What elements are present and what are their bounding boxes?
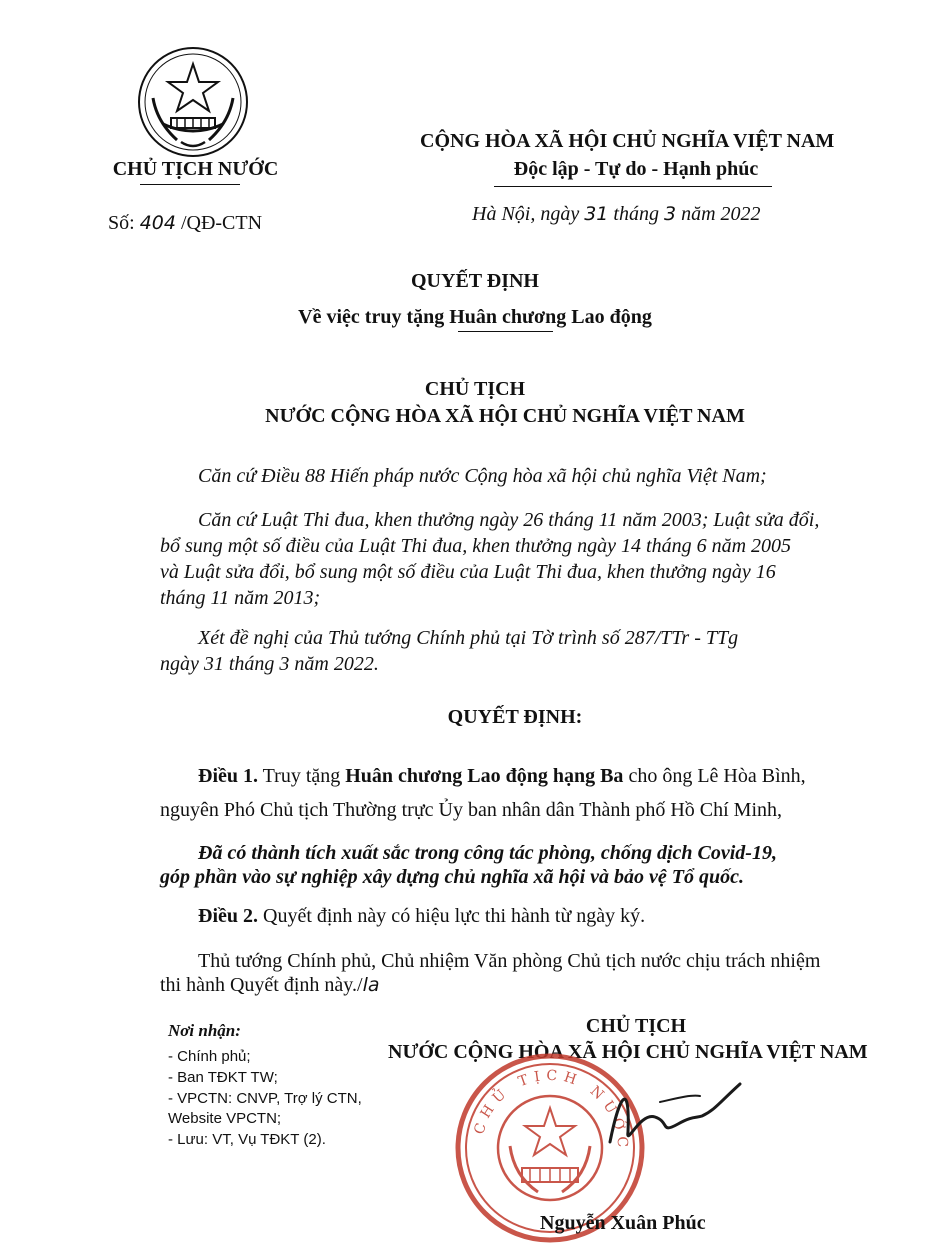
recipients-title: Nơi nhận: xyxy=(168,1021,241,1040)
national-emblem xyxy=(133,42,253,162)
place-prefix: Hà Nội, ngày xyxy=(472,203,580,225)
document-subject: Về việc truy tặng Huân chương Lao động xyxy=(298,306,652,328)
handwritten-signature xyxy=(600,1072,750,1152)
signer-title-line2: NƯỚC CỘNG HÒA XÃ HỘI CHỦ NGHĨA VIỆT NAM xyxy=(388,1041,868,1063)
signer-title-line1: CHỦ TỊCH xyxy=(585,1015,687,1037)
recipient-item: - Chính phủ; xyxy=(168,1048,251,1065)
basis-line: bổ sung một số điều của Luật Thi đua, khen thưởng ngày 14 tháng 6 năm 2005 xyxy=(160,535,792,557)
decision-heading: QUYẾT ĐỊNH: xyxy=(447,706,583,728)
month-handwritten: 3 xyxy=(663,203,677,225)
recipient-item: - VPCTN: CNVP, Trợ lý CTN, xyxy=(168,1090,362,1107)
basis-line: tháng 11 năm 2013; xyxy=(160,587,321,609)
article-1-label: Điều 1. xyxy=(198,765,258,787)
issuer-underline xyxy=(140,184,240,185)
issuer-name: CHỦ TỊCH NƯỚC xyxy=(112,158,279,180)
basis-line: Xét đề nghị của Thủ tướng Chính phủ tại Tờ trình số 287/TTr - TTg xyxy=(198,627,739,649)
merit-line: góp phần vào sự nghiệp xây dựng chủ nghĩa xã hội và bảo vệ Tổ quốc. xyxy=(160,866,745,888)
article-1-text: Truy tặng xyxy=(262,765,341,787)
document-number xyxy=(108,212,262,235)
initial-mark: la xyxy=(362,974,380,996)
document-type: QUYẾT ĐỊNH xyxy=(411,270,539,292)
day-handwritten: 31 xyxy=(584,203,609,225)
recipient-item: Website VPCTN; xyxy=(168,1110,282,1127)
article-1 xyxy=(198,765,806,788)
place-and-date xyxy=(472,203,761,226)
authority-title-line1: CHỦ TỊCH xyxy=(424,378,526,400)
basis-line: và Luật sửa đổi, bổ sung một số điều của Luật Thi đua, khen thưởng ngày 16 xyxy=(160,561,776,583)
merit-line: Đã có thành tích xuất sắc trong công tác phòng, chống dịch Covid-19, xyxy=(198,842,777,864)
basis-line: Căn cứ Điều 88 Hiến pháp nước Cộng hòa xã hội chủ nghĩa Việt Nam; xyxy=(198,465,767,487)
article-1-recipient: cho ông Lê Hòa Bình, xyxy=(628,765,806,787)
recipient-item: - Ban TĐKT TW; xyxy=(168,1069,278,1086)
recipient-item: - Lưu: VT, Vụ TĐKT (2). xyxy=(168,1131,326,1148)
signer-name: Nguyễn Xuân Phúc xyxy=(540,1212,706,1234)
authority-title-line2: NƯỚC CỘNG HÒA XÃ HỘI CHỦ NGHĨA VIỆT NAM xyxy=(265,405,745,427)
nation-name: CỘNG HÒA XÃ HỘI CHỦ NGHĨA VIỆT NAM xyxy=(420,130,835,152)
doc-number-handwritten: 404 xyxy=(139,212,176,234)
national-motto: Độc lập - Tự do - Hạnh phúc xyxy=(513,158,759,180)
subject-underline xyxy=(458,331,553,332)
motto-underline xyxy=(494,186,772,187)
article-2-text: Quyết định này có hiệu lực thi hành từ ngày ký. xyxy=(263,905,646,927)
basis-line: Căn cứ Luật Thi đua, khen thưởng ngày 26 tháng 11 năm 2003; Luật sửa đổi, xyxy=(198,509,820,531)
award-name: Huân chương Lao động hạng Ba xyxy=(345,765,624,787)
seal-text: CHỦ TỊCH NƯỚC xyxy=(471,1067,631,1154)
month-label: tháng xyxy=(613,203,659,225)
execution-text: thi hành Quyết định này./ xyxy=(160,974,363,996)
year-text: năm 2022 xyxy=(681,203,761,225)
doc-number-suffix: /QĐ-CTN xyxy=(180,212,263,234)
basis-line: ngày 31 tháng 3 năm 2022. xyxy=(160,653,379,675)
execution-line: Thủ tướng Chính phủ, Chủ nhiệm Văn phòng Chủ tịch nước chịu trách nhiệm xyxy=(198,950,821,972)
article-1-line2: nguyên Phó Chủ tịch Thường trực Ủy ban nhân dân Thành phố Hồ Chí Minh, xyxy=(160,799,783,821)
doc-number-prefix: Số: xyxy=(108,212,135,234)
article-2 xyxy=(198,905,645,928)
article-2-label: Điều 2. xyxy=(198,905,258,927)
execution-line2 xyxy=(160,974,379,997)
